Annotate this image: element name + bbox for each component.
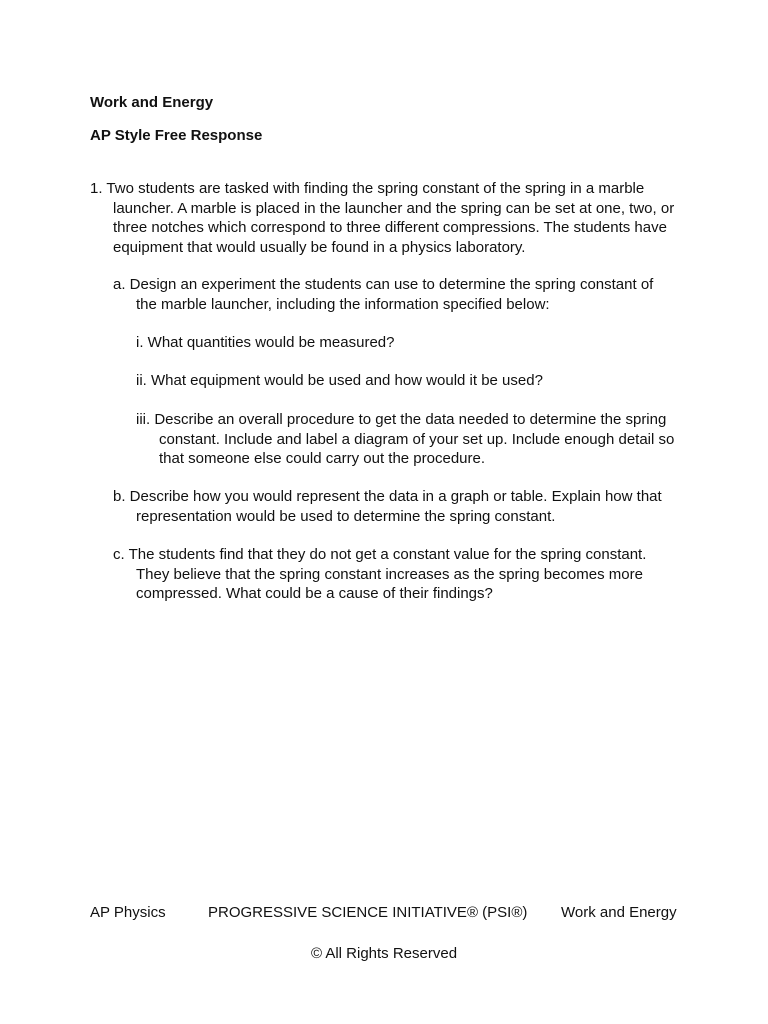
question-1a: a. Design an experiment the students can use to determine the spring constant of the marble launcher, including the information specified below: (113, 276, 654, 313)
question-1a-i: i. What quantities would be measured? (136, 334, 395, 351)
page-footer (0, 903, 768, 923)
footer-copyright: © All Rights Reserved (310, 945, 458, 962)
question-1b: b. Describe how you would represent the data in a graph or table. Explain how that representation would be used to determine the spring constant. (113, 488, 662, 525)
footer-publisher: PROGRESSIVE SCIENCE INITIATIVE® (PSI®) (208, 904, 528, 921)
footer-topic: Work and Energy (561, 904, 677, 921)
question-1a-iii: iii. Describe an overall procedure to get the data needed to determine the spring constant. Include and label a diagram of your set up. Include enough detail so that someone else could carry out the procedure. (136, 411, 675, 467)
question-1a-ii: ii. What equipment would be used and how would it be used? (136, 372, 543, 389)
footer-course: AP Physics (90, 904, 166, 921)
question-1c: c. The students find that they do not get a constant value for the spring constant. They believe that the spring constant increases as the spring becomes more compressed. What could be a cause of their findings? (113, 546, 647, 602)
question-1: 1. Two students are tasked with finding the spring constant of the spring in a marble launcher. A marble is placed in the launcher and the spring can be set at one, two, or three notches which correspond to three different compressions. The students have equipment that would usually be found in a physics laboratory. (90, 180, 675, 256)
page-subtitle: AP Style Free Response (90, 127, 263, 144)
page-title: Work and Energy (90, 94, 214, 111)
